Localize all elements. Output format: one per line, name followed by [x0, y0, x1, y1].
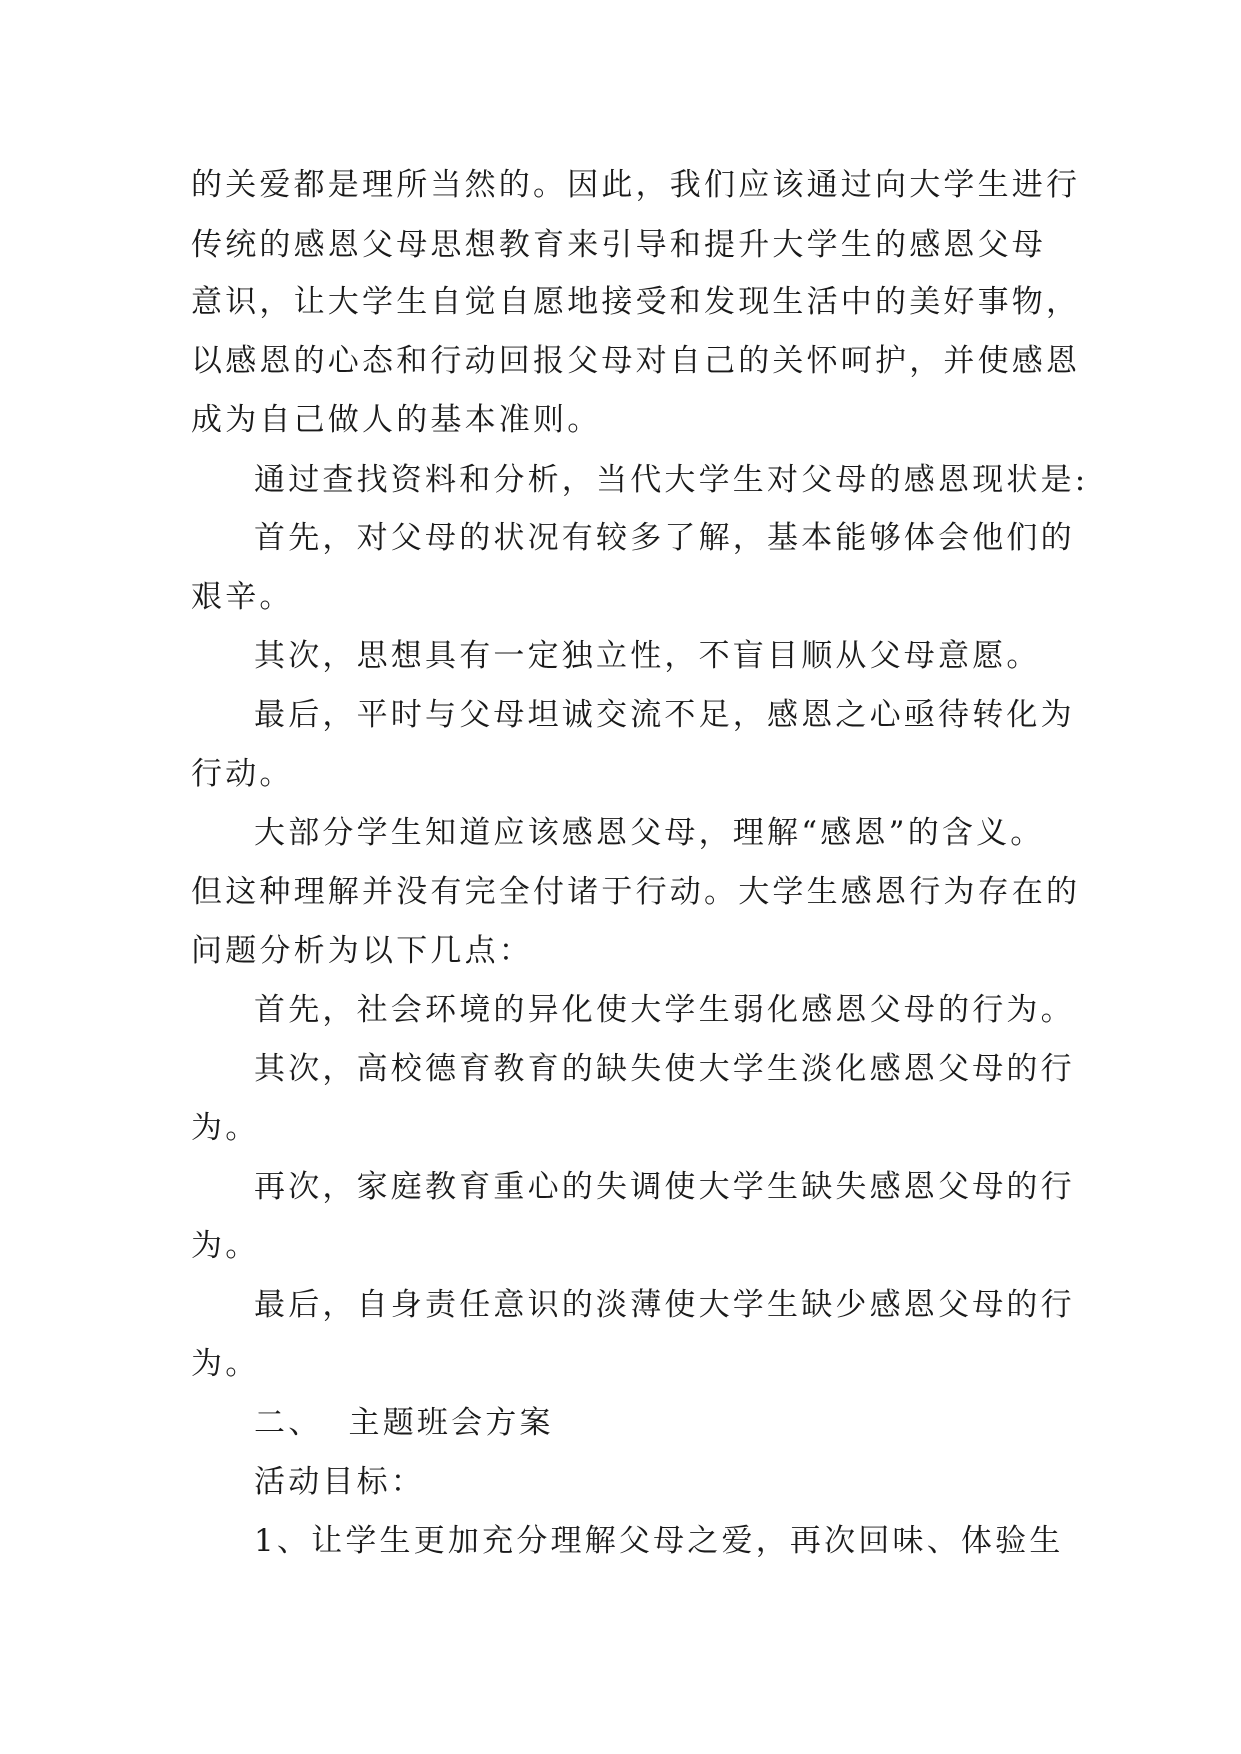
body-line: 为。	[191, 1228, 260, 1264]
body-line: 意识，让大学生自觉自愿地接受和发现生活中的美好事物，	[191, 284, 1081, 320]
list-item: 1、让学生更加充分理解父母之爱，再次回味、体验生	[254, 1523, 1064, 1559]
body-line: 再次，家庭教育重心的失调使大学生缺失感恩父母的行	[254, 1169, 1075, 1205]
body-line: 问题分析为以下几点：	[191, 933, 533, 969]
body-line: 通过查找资料和分析，当代大学生对父母的感恩现状是:	[254, 462, 1089, 498]
body-line: 首先，社会环境的异化使大学生弱化感恩父母的行为。	[254, 992, 1075, 1028]
body-line: 成为自己做人的基本准则。	[191, 402, 602, 438]
body-line: 的关爱都是理所当然的。因此，我们应该通过向大学生进行	[191, 167, 1081, 203]
body-line: 但这种理解并没有完全付诸于行动。大学生感恩行为存在的	[191, 874, 1081, 910]
body-line: 为。	[191, 1110, 260, 1146]
body-line: 其次，思想具有一定独立性，不盲目顺从父母意愿。	[254, 638, 1041, 674]
body-line: 最后，自身责任意识的淡薄使大学生缺少感恩父母的行	[254, 1287, 1075, 1323]
subheading: 活动目标：	[254, 1464, 425, 1500]
body-line: 其次，高校德育教育的缺失使大学生淡化感恩父母的行	[254, 1051, 1075, 1087]
body-line: 以感恩的心态和行动回报父母对自己的关怀呵护，并使感恩	[191, 343, 1081, 379]
body-line: 传统的感恩父母思想教育来引导和提升大学生的感恩父母	[191, 227, 1046, 263]
body-line: 艰辛。	[191, 579, 294, 615]
body-line: 首先，对父母的状况有较多了解，基本能够体会他们的	[254, 520, 1075, 556]
body-line: 最后，平时与父母坦诚交流不足，感恩之心亟待转化为	[254, 697, 1075, 733]
body-line: 行动。	[191, 756, 294, 792]
body-line: 大部分学生知道应该感恩父母，理解“感恩”的含义。	[254, 815, 1045, 851]
body-line: 为。	[191, 1346, 260, 1382]
section-heading: 二、 主题班会方案	[254, 1405, 554, 1441]
